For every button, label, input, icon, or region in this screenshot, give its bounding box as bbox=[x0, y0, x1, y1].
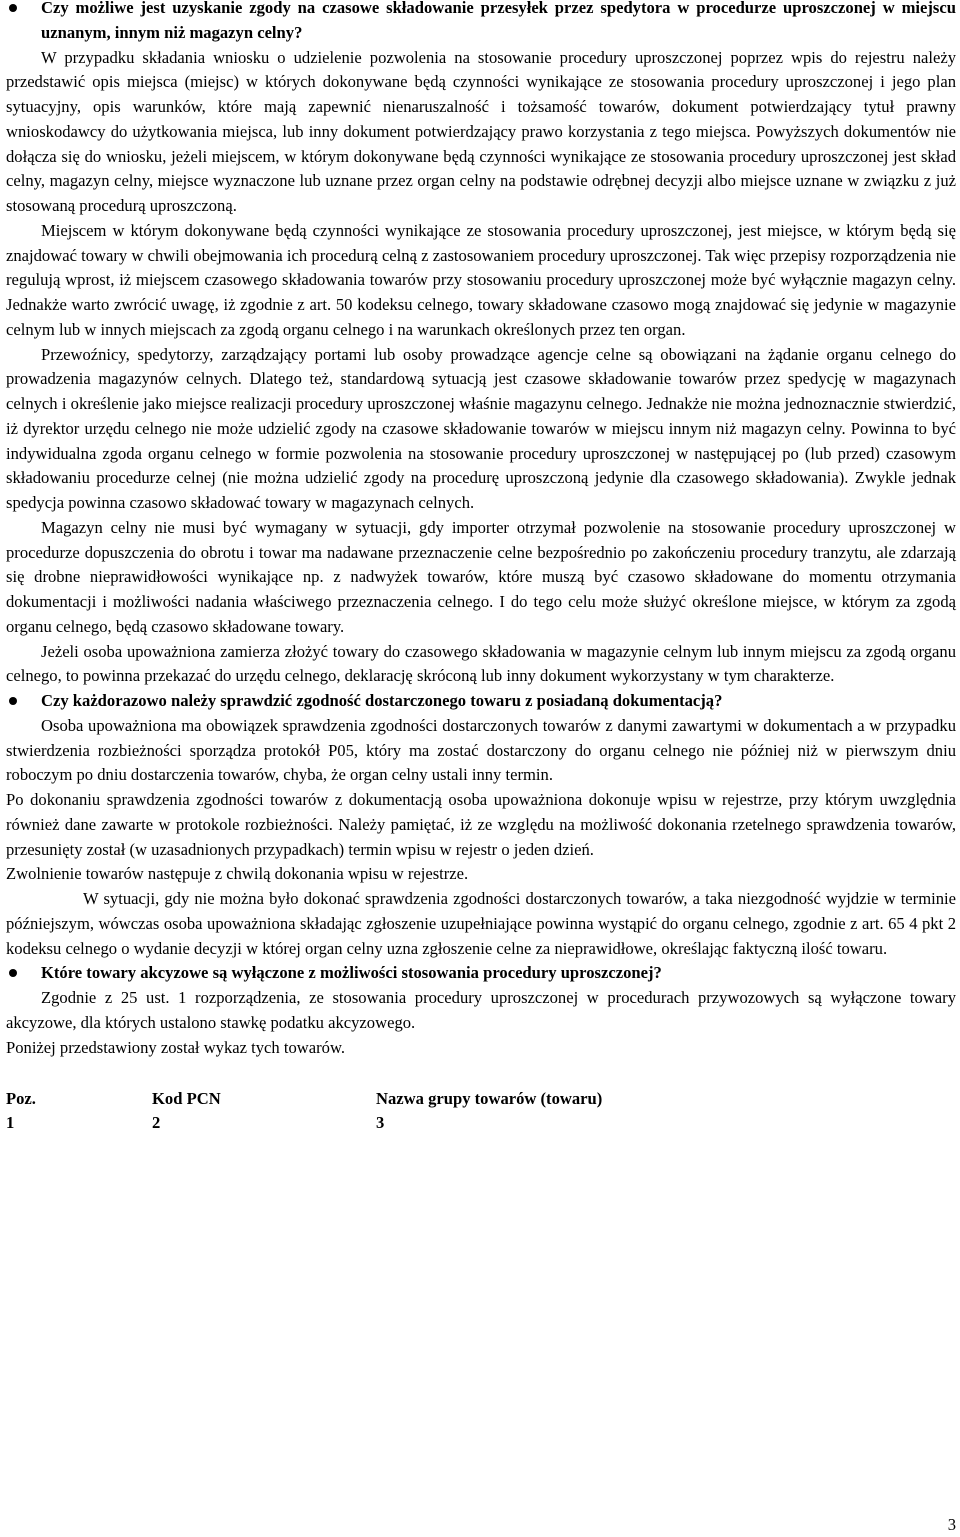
table-column-number-1: 1 bbox=[6, 1113, 15, 1133]
question-heading-goods-verification: Czy każdorazowo należy sprawdzić zgodność dostarczonego towaru z posiadaną dokumentacją? bbox=[6, 689, 956, 714]
document-page bbox=[6, 0, 956, 1135]
table-column-number-3: 3 bbox=[376, 1113, 385, 1133]
goods-table-header-row bbox=[6, 1087, 956, 1111]
paragraph-place-of-activities: Miejscem w którym dokonywane będą czynności wynikające ze stosowania procedury uproszczonej, jest miejsce, w którym będą się znajdować towary w chwili obejmowania ich procedurą celną z zastosowaniem procedury uproszczonej. Tak więc przepisy rozporządzenia nie regulują wprost, iż miejscem czasowego składowania towarów przy stosowaniu procedury uproszczonej może być wyłącznie magazyn celny. Jednakże warto zwrócić uwagę, iż zgodnie z art. 50 kodeksu celnego, towary składowane czasowo mogą znajdować się jedynie w magazynie celnym lub w innych miejscach za zgodą organu celnego i na warunkach określonych przez ten organ. bbox=[6, 220, 956, 339]
paragraph-release-of-goods: Zwolnienie towarów następuje z chwilą dokonania wpisu w rejestrze. bbox=[6, 864, 469, 884]
goods-table-column-numbers-row bbox=[6, 1111, 956, 1135]
paragraph-later-discrepancy: W sytuacji, gdy nie można było dokonać sprawdzenia zgodności dostarczonych towarów, a taka niezgodność wyjdzie w terminie późniejszym, wówczas osoba upoważniona składając zgłoszenie uzupełniające powinna wystąpić do organu celnego, zgodnie z art. 65 4 pkt 2 kodeksu celnego o wydanie decyzji w której organ celny uzna zgłoszenie celne za nieprawidłowe, określając faktyczną ilość towaru. bbox=[6, 889, 956, 958]
paragraph-register-entry: Po dokonaniu sprawdzenia zgodności towarów z dokumentacją osoba upoważniona dokonuje wpisu w rejestrze, przy którym uwzględnia również dane zawarte w protokole rozbieżności. Należy pamiętać, iż ze względu na możliwość dokonania rzetelnego sprawdzenia towarów, przesunięty został (w uzasadnionych przypadkach) termin wpisu w rejestr o jeden dzień. bbox=[6, 790, 956, 859]
paragraph-carriers-warehouses: Przewoźnicy, spedytorzy, zarządzający portami lub osoby prowadzące agencje celne są obowiązani na żądanie organu celnego do prowadzenia magazynów celnych. Dlatego też, standardową sytuacją jest czasowe składowanie towarów przez spedycję w magazynach celnych i określenie jako miejsce realizacji procedury uproszczonej właśnie magazynu celnego. Jednakże nie można jednoznacznie stwierdzić, iż dyrektor urzędu celnego nie może udzielić zgody na czasowe składowanie towarów w miejscu innym niż magazyn celny. Powinna to być indywidualna zgoda organu celnego w formie pozwolenia na stosowanie procedury uproszczonej w następującej po (lub przed) czasowym składowaniu procedurze celnej (nie można udzielić zgody na procedurę uproszczoną jedynie dla czasowego składowania). Zwykle jednak spedycja powinna czasowo składować towary w magazynach celnych. bbox=[6, 344, 956, 512]
paragraph-verification-obligation: Osoba upoważniona ma obowiązek sprawdzenia zgodności dostarczonych towarów z danymi zawartymi w dokumentach a w przypadku stwierdzenia rozbieżności sporządza protokół P05, który ma zostać dostarczony do organu celnego nie później niż w pierwszym dniu roboczym po dniu dostarczenia towarów, chyba, że organ celny ustali inny termin. bbox=[6, 715, 956, 785]
paragraph-list-intro: Poniżej przedstawiony został wykaz tych towarów. bbox=[6, 1037, 345, 1057]
table-column-number-2: 2 bbox=[152, 1113, 161, 1133]
paragraph-application-description: W przypadku składania wniosku o udzielenie pozwolenia na stosowanie procedury uproszczonej poprzez wpis do rejestru należy przedstawić opis miejsca (miejsc) w których dokonywane będą czynności wynikające ze stosowania procedury uproszczonej i jego plan sytuacyjny, opis warunków, które mają zapewnić nienaruszalność i tożsamość towarów, dokument potwierdzający tytuł prawny wnioskodawcy do użytkowania miejsca, lub inny dokument potwierdzający prawo korzystania z tego miejsca. Powyższych dokumentów nie dołącza się do wniosku, jeżeli miejscem, w którym dokonywane będą czynności wynikające ze stosowania procedury uproszczonej jest skład celny, magazyn celny, miejsce wyznaczone lub uznane przez organ celny na podstawie odrębnej decyzji albo miejsce uznane w związku z już stosowaną procedurą uproszczoną. bbox=[6, 47, 956, 215]
question-heading-excise-goods: Które towary akcyzowe są wyłączone z możliwości stosowania procedury uproszczonej? bbox=[6, 961, 956, 986]
paragraph-summary-declaration: Jeżeli osoba upoważniona zamierza złożyć towary do czasowego składowania w magazynie celnym lub innym miejscu za zgodą organu celnego, to powinna przekazać do urzędu celnego, deklarację skróconą lub inny dokument wykorzystany w tym charakterze. bbox=[6, 641, 956, 686]
paragraph-customs-warehouse-not-required: Magazyn celny nie musi być wymagany w sytuacji, gdy importer otrzymał pozwolenie na stosowanie procedury uproszczonej w procedurze dopuszczenia do obrotu i towar ma nadawane przeznaczenie celne bezpośrednio po zakończeniu procedury tranzytu, ale zdarzają się drobne nieprawidłowości wynikające np. z nadwyżek towarów, które muszą być czasowo składowane do momentu otrzymania dokumentacji i możliwości nadania właściwego przeznaczenia celnego. I do tego celu może służyć określone miejsce, w którym za zgodą organu celnego, będą czasowo składowane towary. bbox=[6, 517, 956, 636]
paragraph-excise-exclusion: Zgodnie z 25 ust. 1 rozporządzenia, ze stosowania procedury uproszczonej w procedurach przywozowych są wyłączone towary akcyzowe, dla których ustalono stawkę podatku akcyzowego. bbox=[6, 988, 956, 1032]
table-header-goods-group-name: Nazwa grupy towarów (towaru) bbox=[376, 1089, 603, 1109]
table-header-position: Poz. bbox=[6, 1089, 36, 1109]
question-heading-temporary-storage: Czy możliwe jest uzyskanie zgody na czasowe składowanie przesyłek przez spedytora w procedurze uproszczonej w miejscu uznanym, innym niż magazyn celny? bbox=[6, 0, 956, 46]
page-number: 3 bbox=[947, 1515, 956, 1534]
table-header-pcn-code: Kod PCN bbox=[152, 1089, 221, 1109]
